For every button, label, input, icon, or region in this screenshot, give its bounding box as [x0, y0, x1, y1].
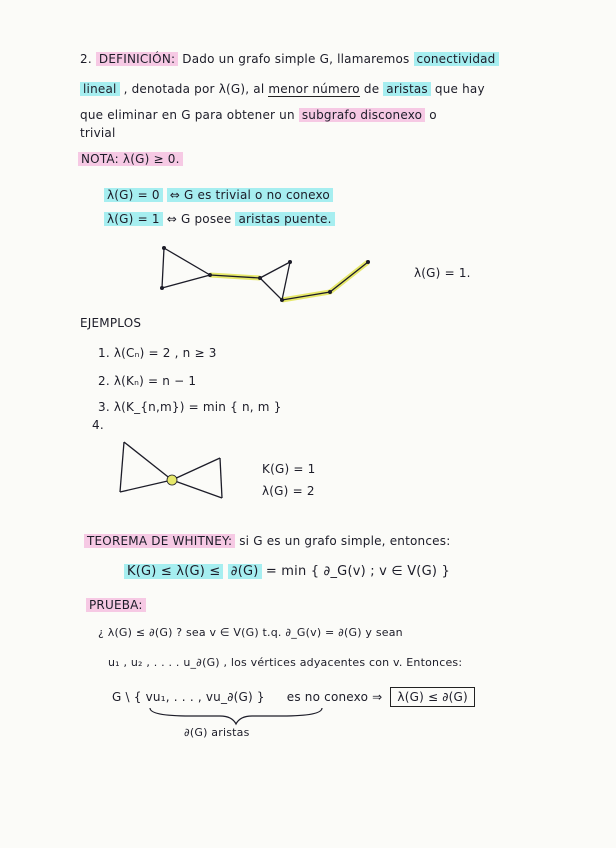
bridge-edge-highlight-2	[282, 262, 368, 300]
bridge-graph-vertices	[160, 246, 370, 302]
definition-number: 2.	[80, 52, 92, 66]
ejemplo-1: 1. λ(Cₙ) = 2 , n ≥ 3	[98, 346, 217, 360]
ejemplos-heading: EJEMPLOS	[80, 316, 142, 330]
boxed-result: λ(G) ≤ ∂(G)	[390, 687, 475, 707]
inequality-highlight: K(G) ≤ λ(G) ≤	[124, 564, 223, 579]
definition-text-4: que hay	[434, 82, 485, 96]
underbrace	[150, 708, 322, 724]
prueba-conclusion-text: es no conexo ⇒	[286, 690, 383, 704]
right-triangle	[260, 262, 290, 300]
brace-label: ∂(G) aristas	[184, 726, 250, 739]
figure-2-k-label: K(G) = 1	[262, 462, 316, 476]
fact-1-formula: λ(G) = 0	[104, 188, 163, 202]
left-triangle	[162, 248, 210, 288]
figure-2-lambda-label: λ(G) = 2	[262, 484, 315, 498]
term-conectividad: conectividad	[414, 52, 499, 66]
fact-2-text: ⇔ G posee	[166, 212, 232, 226]
ejemplo-2: 2. λ(Kₙ) = n − 1	[98, 374, 197, 388]
ejemplo-3: 3. λ(K_{n,m}) = min { n, m }	[98, 400, 282, 414]
definition-text-3: de	[363, 82, 380, 96]
prueba-label: PRUEBA:	[86, 598, 146, 612]
definition-text-1: Dado un grafo simple G, llamaremos	[182, 52, 410, 66]
min-degree-symbol: ∂(G)	[228, 564, 262, 579]
bowtie-graph-figure	[120, 442, 222, 498]
teorema-line	[84, 534, 450, 548]
nota-text: λ(G) ≥ 0.	[122, 152, 180, 166]
term-aristas-puente: aristas puente.	[235, 212, 334, 226]
nota-label: NOTA:	[81, 152, 119, 166]
definition-text-5: que eliminar en G para obtener un	[80, 108, 295, 122]
term-lineal: lineal	[80, 82, 120, 96]
fact-1-text: ⇔ G es trivial o no conexo	[167, 188, 333, 202]
definition-text-2: , denotada por λ(G), al	[123, 82, 265, 96]
ejemplo-4: 4.	[92, 418, 104, 432]
term-subgrafo-disconexo: subgrafo disconexo	[299, 108, 425, 122]
prueba-line	[86, 598, 146, 612]
bridge-graph-figure	[160, 246, 370, 302]
teorema-text: si G es un grafo simple, entonces:	[239, 534, 451, 548]
prueba-line-1: ¿ λ(G) ≤ ∂(G) ? sea v ∈ V(G) t.q. ∂_G(v) = ∂(G) y sean	[98, 626, 403, 639]
inequality-text: = min { ∂_G(v) ; v ∈ V(G) }	[265, 564, 450, 579]
definition-text-6: o	[429, 108, 437, 122]
term-aristas: aristas	[383, 82, 431, 96]
figure-1-label: λ(G) = 1.	[414, 266, 471, 280]
fact-2-formula: λ(G) = 1	[104, 212, 163, 226]
teorema-label: TEOREMA DE WHITNEY:	[84, 534, 235, 548]
edge-removal-set: G \ { vu₁, . . . , vu_∂(G) }	[112, 690, 265, 704]
prueba-line-2: u₁ , u₂ , . . . . u_∂(G) , los vértices adyacentes con v. Entonces:	[108, 656, 463, 669]
prueba-line-3	[112, 690, 475, 704]
term-menor-numero: menor número	[268, 82, 360, 96]
cut-vertex-highlight	[167, 475, 177, 485]
teorema-inequality	[124, 564, 450, 579]
definition-line-4: trivial	[80, 126, 116, 140]
definition-heading: DEFINICIÓN:	[96, 52, 178, 66]
